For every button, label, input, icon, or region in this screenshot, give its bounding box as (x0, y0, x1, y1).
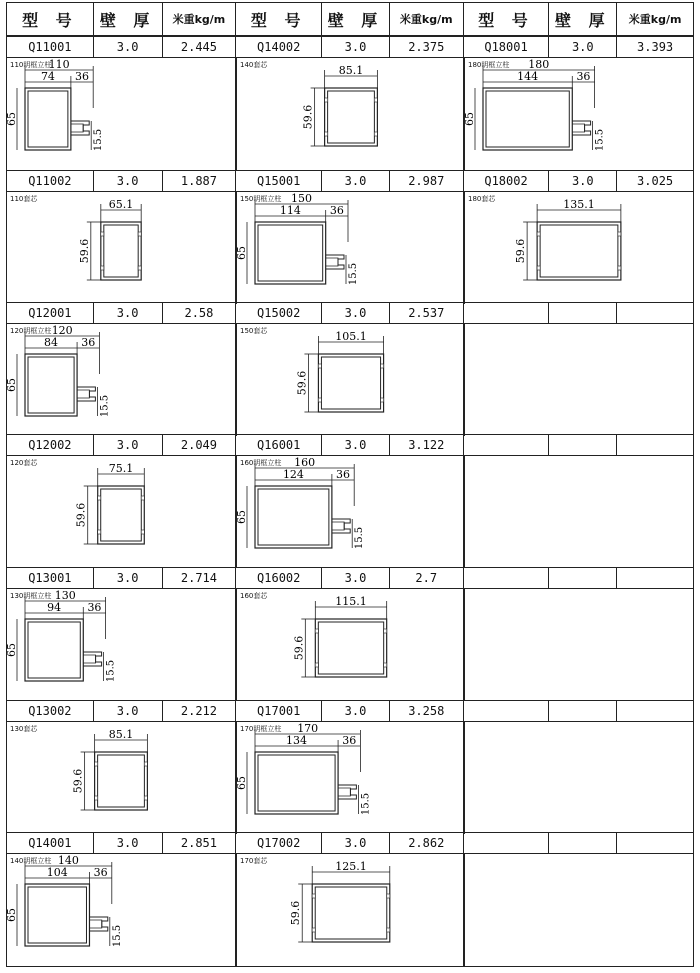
dim-ext: 36 (329, 204, 344, 217)
cell-model: Q11001 (7, 37, 94, 57)
core-profile-drawing (236, 854, 464, 966)
column-profile-drawing (6, 58, 236, 170)
empty-panel (464, 324, 694, 436)
profile-label: 170套芯 (240, 857, 268, 865)
dim-height: 59.6 (514, 238, 528, 264)
profile-diagram (465, 192, 693, 304)
cell-model: Q14001 (7, 833, 94, 853)
profile-label: 160明框立柱 (240, 459, 282, 467)
cell-weight: 3.393 (637, 40, 674, 54)
cell-weight: 2.851 (163, 833, 237, 853)
dim-inner: 124 (282, 468, 304, 481)
dim-height: 65 (5, 643, 18, 657)
core-profile-drawing (6, 722, 236, 834)
cell-weight (617, 568, 693, 588)
dim-height: 65 (235, 776, 248, 790)
cell-weight: 2.987 (390, 171, 464, 191)
cell-wall (549, 435, 617, 455)
dim-width: 135.1 (563, 198, 595, 211)
dim-inner: 84 (44, 336, 59, 349)
header-model: 型 号 (7, 3, 94, 35)
table-row (6, 36, 694, 58)
cell-wall: 3.0 (322, 303, 390, 323)
cell-wall: 3.0 (94, 701, 163, 721)
cell-model: Q16001 (236, 435, 322, 455)
cell-weight: 2.375 (390, 37, 464, 57)
cell-model: Q15002 (236, 303, 322, 323)
profile-label: 150明框立柱 (240, 195, 282, 203)
core-profile-drawing (236, 58, 464, 170)
cell-weight: 2.537 (390, 303, 464, 323)
profile-label: 150套芯 (240, 327, 268, 335)
header-wall: 壁 厚 (322, 3, 390, 35)
profile-diagram (237, 456, 463, 568)
header-weight: 米重kg/m (163, 3, 237, 35)
profile-diagram (237, 854, 463, 966)
cell-weight: 2.049 (163, 435, 237, 455)
dim-height: 59.6 (292, 635, 306, 661)
dim-slot: 15.5 (111, 924, 123, 948)
cell-weight (617, 701, 693, 721)
column-profile-drawing (236, 456, 464, 568)
profile-label: 180套芯 (468, 195, 496, 203)
dim-ext: 36 (576, 70, 591, 83)
dim-ext: 36 (336, 468, 351, 481)
cell-weight: 3.122 (390, 435, 464, 455)
header-weight: 米重kg/m (628, 13, 682, 26)
profile-label: 180明框立柱 (468, 61, 510, 69)
header-weight: 米重kg/m (390, 3, 464, 35)
dim-slot: 15.5 (105, 659, 117, 683)
profile-diagram (7, 192, 235, 304)
cell-model: Q14002 (236, 37, 322, 57)
cell-wall: 3.0 (322, 171, 390, 191)
cell-wall: 3.0 (94, 568, 163, 588)
column-profile-drawing (6, 854, 236, 966)
dim-total: 120 (51, 324, 73, 337)
cell-weight: 2.862 (390, 833, 464, 853)
dim-slot: 15.5 (93, 128, 105, 152)
table-row (6, 700, 694, 722)
header-model: 型 号 (236, 3, 322, 35)
cell-model: Q12001 (7, 303, 94, 323)
dim-total: 180 (528, 58, 550, 71)
cell-wall: 3.0 (94, 833, 163, 853)
cell-wall: 3.0 (322, 833, 390, 853)
dim-height: 59.6 (301, 104, 315, 130)
cell-weight: 2.714 (163, 568, 237, 588)
cell-weight: 3.025 (637, 174, 674, 188)
dim-ext: 36 (87, 601, 102, 614)
dim-inner: 104 (46, 866, 68, 879)
profile-diagram (7, 456, 235, 568)
cell-model: Q17002 (236, 833, 322, 853)
profile-label: 110明框立柱 (10, 61, 52, 69)
dim-total: 150 (291, 192, 312, 205)
cell-model: Q15001 (236, 171, 322, 191)
header-model: 型 号 (464, 3, 550, 35)
dim-width: 85.1 (108, 728, 134, 741)
cell-weight: 3.258 (390, 701, 464, 721)
dim-slot: 15.5 (99, 394, 111, 418)
core-profile-drawing (6, 192, 236, 304)
cell-weight: 2.445 (163, 37, 237, 57)
profile-label: 110套芯 (10, 195, 38, 203)
core-profile-drawing (236, 324, 464, 436)
profile-label: 170明框立柱 (240, 725, 282, 733)
dim-inner: 114 (279, 204, 301, 217)
profile-diagram (465, 58, 693, 170)
column-profile-drawing (464, 58, 694, 170)
cell-model: Q18002 (464, 171, 550, 191)
cell-model (464, 568, 550, 588)
core-profile-drawing (464, 192, 694, 304)
dim-ext: 36 (93, 866, 108, 879)
cell-wall: 3.0 (94, 37, 163, 57)
header-wall: 壁 厚 (94, 3, 163, 35)
column-profile-drawing (6, 324, 236, 436)
dim-slot: 15.5 (354, 526, 366, 550)
dim-width: 65.1 (108, 198, 134, 211)
cell-wall (549, 833, 617, 853)
cell-weight: 2.7 (390, 568, 464, 588)
cell-weight: 2.212 (163, 701, 237, 721)
dim-total: 160 (294, 456, 316, 469)
core-profile-drawing (236, 589, 464, 701)
empty-panel (464, 589, 694, 701)
profile-label: 130明框立柱 (10, 592, 52, 600)
table-row (6, 170, 694, 192)
dim-height: 65 (5, 908, 18, 922)
cell-model: Q12002 (7, 435, 94, 455)
cell-model: Q17001 (236, 701, 322, 721)
table-row (6, 302, 694, 324)
dim-slot: 15.5 (594, 128, 606, 152)
dim-height: 59.6 (71, 768, 85, 794)
dim-height: 65 (463, 112, 476, 126)
table-row (6, 567, 694, 589)
dim-height: 59.6 (289, 900, 303, 926)
dim-slot: 15.5 (360, 792, 372, 816)
dim-height: 65 (5, 112, 18, 126)
dim-inner: 134 (286, 734, 308, 747)
profile-label: 160套芯 (240, 592, 268, 600)
cell-wall (549, 568, 617, 588)
dim-ext: 36 (75, 70, 90, 83)
profile-diagram (237, 324, 463, 436)
profile-diagram (7, 722, 235, 834)
cell-wall: 3.0 (322, 37, 390, 57)
dim-total: 130 (54, 589, 76, 602)
dim-total: 170 (297, 722, 319, 735)
dim-height: 65 (235, 510, 248, 524)
dim-slot: 15.5 (348, 262, 359, 286)
cell-wall: 3.0 (94, 303, 163, 323)
cell-wall: 3.0 (322, 701, 390, 721)
dim-height: 59.6 (295, 370, 309, 396)
cell-wall: 3.0 (94, 435, 163, 455)
bottom-border (6, 966, 694, 967)
profile-diagram (237, 58, 463, 170)
profile-diagram (7, 854, 235, 966)
cell-model: Q16002 (236, 568, 322, 588)
cell-wall: 3.0 (322, 568, 390, 588)
profile-diagram (7, 589, 235, 701)
column-profile-drawing (236, 722, 464, 834)
dim-total: 110 (48, 58, 70, 71)
cell-model (464, 303, 550, 323)
cell-wall (549, 303, 617, 323)
cell-weight (617, 833, 693, 853)
dim-width: 115.1 (335, 595, 367, 608)
dim-total: 140 (57, 854, 79, 867)
profile-diagram (7, 58, 235, 170)
profile-label: 120套芯 (10, 459, 38, 467)
profile-diagram (237, 192, 463, 304)
header-wall: 壁 厚 (549, 3, 617, 35)
empty-panel (464, 854, 694, 966)
dim-inner: 94 (47, 601, 62, 614)
dim-height: 65 (5, 378, 18, 392)
profile-label: 140明框立柱 (10, 857, 52, 865)
cell-weight (617, 303, 693, 323)
table-row (6, 832, 694, 854)
core-profile-drawing (6, 456, 236, 568)
dim-width: 75.1 (108, 462, 134, 475)
empty-panel (464, 722, 694, 834)
cell-weight (617, 435, 693, 455)
profile-diagram (237, 722, 463, 834)
table-header (6, 2, 694, 36)
cell-weight: 1.887 (163, 171, 237, 191)
dim-inner: 74 (40, 70, 55, 83)
dim-width: 105.1 (335, 330, 367, 343)
column-profile-drawing (6, 589, 236, 701)
profile-diagram (7, 324, 235, 436)
empty-panel (464, 456, 694, 568)
cell-weight: 2.58 (163, 303, 237, 323)
dim-inner: 144 (517, 70, 539, 83)
cell-model: Q13001 (7, 568, 94, 588)
cell-wall: 3.0 (322, 435, 390, 455)
cell-model: Q18001 (464, 37, 550, 57)
profile-diagram (237, 589, 463, 701)
cell-model (464, 435, 550, 455)
dim-height: 59.6 (74, 502, 88, 528)
dim-width: 125.1 (335, 860, 367, 873)
table-row (6, 434, 694, 456)
dim-ext: 36 (342, 734, 357, 747)
dim-ext: 36 (81, 336, 96, 349)
profile-label: 120明框立柱 (10, 327, 52, 335)
profile-label: 140套芯 (240, 61, 268, 69)
profile-label: 130套芯 (10, 725, 38, 733)
cell-wall: 3.0 (549, 37, 617, 57)
cell-wall: 3.0 (549, 171, 617, 191)
cell-model: Q11002 (7, 171, 94, 191)
column-profile-drawing (236, 192, 464, 304)
cell-model: Q13002 (7, 701, 94, 721)
dim-height: 59.6 (77, 238, 91, 264)
dim-height: 65 (235, 246, 248, 260)
cell-wall (549, 701, 617, 721)
cell-model (464, 833, 550, 853)
cell-model (464, 701, 550, 721)
cell-wall: 3.0 (94, 171, 163, 191)
dim-width: 85.1 (338, 64, 364, 77)
